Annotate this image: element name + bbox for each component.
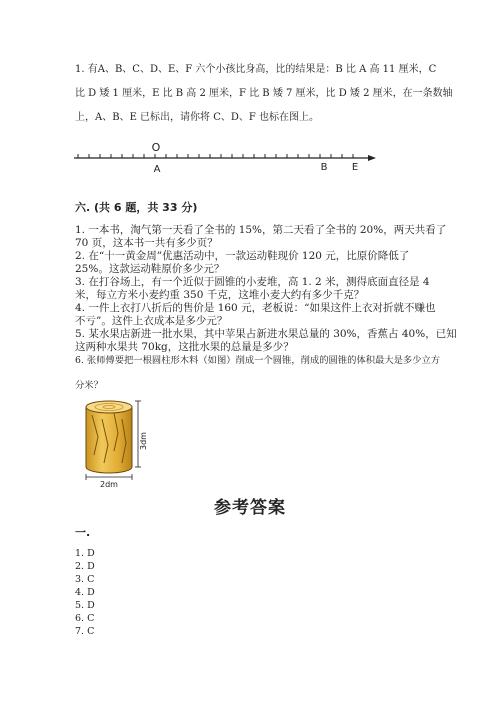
answer-item-7: 7. C bbox=[75, 626, 95, 637]
problem-1-line-2: 70 页，这本书一共有多少页？ bbox=[75, 237, 218, 249]
answer-item-1: 1. D bbox=[75, 548, 95, 559]
problem-4-line-2: 不亏”。这件上衣成本是多少元？ bbox=[75, 315, 228, 327]
wooden-cylinder-figure bbox=[78, 397, 150, 489]
question-1-line-2: 比 D 矮 1 厘米，E 比 B 高 2 厘米，F 比 B 矮 7 厘米，比 D 矮 2 厘米，在一条数轴 bbox=[75, 88, 453, 99]
answer-item-6: 6. C bbox=[75, 613, 95, 624]
problem-2-line-2: 25%。这款运动鞋原价多少元？ bbox=[75, 263, 225, 275]
point-a-label: A bbox=[153, 164, 161, 175]
problem-5-line-2: 这两种水果共 70kg，这批水果的总量是多少？ bbox=[75, 341, 294, 353]
problem-1-line-1: 1. 一本书，淘气第一天看了全书的 15%，第二天看了全书的 20%，两天共看了 bbox=[75, 224, 447, 236]
problem-6-line-1: 6. 张师傅要把一根圆柱形木料（如图）削成一个圆锥，削成的圆锥的体积最大是多少立方 bbox=[75, 355, 441, 366]
diameter-label: 2dm bbox=[100, 480, 118, 489]
point-e-label: E bbox=[351, 162, 359, 173]
problem-6-line-2: 分米？ bbox=[75, 380, 103, 391]
problem-5-line-1: 5. 某水果店新进一批水果，其中苹果占新进水果总量的 30%，香蕉占 40%，已知 bbox=[75, 328, 457, 340]
problem-3-line-2: 米，每立方米小麦约重 350 千克，这堆小麦大约有多少千克？ bbox=[75, 289, 365, 301]
height-label: 3dm bbox=[139, 432, 148, 450]
problem-2-line-1: 2. 在“十一黄金周”优惠活动中，一款运动鞋现价 120 元，比原价降低了 bbox=[75, 250, 410, 262]
number-line bbox=[70, 138, 380, 178]
answer-item-3: 3. C bbox=[75, 574, 95, 585]
origin-label: O bbox=[151, 141, 161, 154]
answer-part-label: 一. bbox=[75, 526, 91, 539]
problem-4-line-1: 4. 一件上衣打八折后的售价是 160 元，老板说：“如果这件上衣对折就不赚也 bbox=[75, 302, 436, 314]
answer-item-5: 5. D bbox=[75, 600, 95, 611]
answer-item-4: 4. D bbox=[75, 587, 95, 598]
problem-3-line-1: 3. 在打谷场上，有一个近似于圆锥的小麦堆，高 1. 2 米，测得底面直径是 4 bbox=[75, 276, 430, 288]
answer-key-title: 参考答案 bbox=[214, 498, 286, 518]
point-b-label: B bbox=[320, 162, 328, 173]
section-6-title: 六. (共 6 题，共 33 分) bbox=[75, 201, 198, 214]
question-1-line-3: 上，A、B、E 已标出，请你将 C、D、F 也标在图上。 bbox=[75, 112, 320, 123]
question-1-line-1: 1. 有A、B、C、D、E、F 六个小孩比身高，比的结果是：B 比 A 高 11 厘米，C bbox=[75, 64, 437, 75]
answer-item-2: 2. D bbox=[75, 561, 95, 572]
